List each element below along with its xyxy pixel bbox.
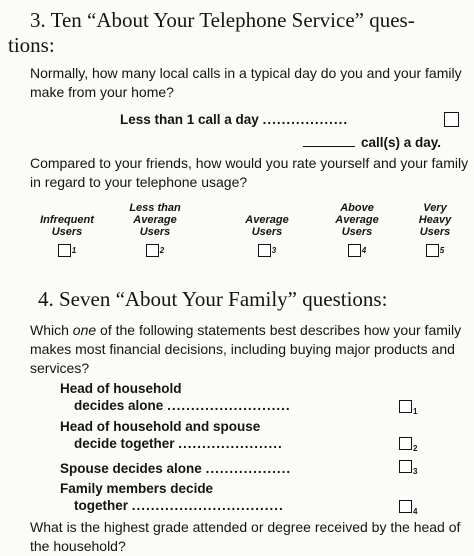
decision-option-4-line2: together: [74, 498, 128, 513]
rating-3-number: 3: [271, 246, 277, 255]
rating-option-1: [30, 196, 104, 257]
decision-option-2-line2: decide together: [74, 436, 175, 451]
rating-5-line3: Users: [419, 226, 451, 238]
checkbox-decision-2[interactable]: [399, 437, 412, 450]
rating-1-number: 1: [71, 246, 77, 255]
leader-dots: ................................: [131, 498, 284, 513]
decision-1-number: 1: [413, 407, 418, 416]
question-highest-grade: What is the highest grade attended or degree received by the head of the household?: [30, 519, 461, 554]
rating-option-5: [400, 196, 470, 257]
rating-option-3: [230, 196, 304, 257]
rating-4-number: 4: [361, 246, 367, 255]
rating-1-line1: Infrequent: [40, 214, 94, 226]
rating-3-line2: Users: [251, 226, 283, 238]
question-financial-pre: Which: [30, 322, 73, 338]
checkbox-decision-4[interactable]: [399, 500, 412, 513]
rating-option-4: [320, 196, 394, 257]
decision-option-3: [60, 460, 291, 477]
decision-option-4: [60, 480, 284, 514]
rating-1-line2: Users: [51, 226, 83, 238]
section-3-heading-line2: tions:: [8, 33, 55, 57]
rating-option-2: [118, 196, 192, 257]
rating-2-line3: Users: [139, 226, 171, 238]
section-3-heading: [8, 8, 415, 58]
calls-per-day-blank[interactable]: [303, 146, 355, 147]
option-calls-a-day: [303, 135, 441, 150]
leader-dots: ..................: [205, 461, 292, 476]
decision-2-number: 2: [413, 444, 418, 453]
rating-2-number: 2: [159, 246, 165, 255]
question-financial-post: of the following statements best describes how your family makes most financial decisions, including buying major products and services?: [30, 322, 462, 376]
decision-option-4-line1: Family members decide: [60, 481, 214, 496]
rating-4-line3: Users: [341, 226, 373, 238]
decision-3-number: 3: [413, 467, 418, 476]
option-less-than-one-call-label: Less than 1 call a day: [120, 112, 259, 127]
decision-option-2-line1: Head of household and spouse: [60, 419, 261, 434]
rating-3-line1: Average: [245, 214, 289, 226]
option-calls-a-day-label: call(s) a day.: [361, 135, 442, 150]
rating-2-line1: Less than: [129, 202, 181, 214]
checkbox-decision-3[interactable]: [399, 460, 412, 473]
question-financial-emphasis: one: [72, 322, 97, 338]
checkbox-rating-5[interactable]: [426, 244, 439, 257]
rating-4-line1: Above: [340, 202, 374, 214]
rating-5-number: 5: [439, 246, 445, 255]
leader-dots: ..........................: [167, 398, 291, 413]
checkbox-decision-1[interactable]: [399, 400, 412, 413]
checkbox-rating-3[interactable]: [258, 244, 271, 257]
checkbox-rating-4[interactable]: [348, 244, 361, 257]
decision-option-2: [60, 418, 283, 452]
question-local-calls: Normally, how many local calls in a typical day do you and your family make from your home?: [30, 65, 462, 100]
checkbox-rating-1[interactable]: [58, 244, 71, 257]
decision-option-4-box-group: [399, 498, 417, 516]
checkbox-rating-2[interactable]: [146, 244, 159, 257]
decision-option-3-box-group: [399, 458, 417, 476]
rating-2-line2: Average: [133, 214, 177, 226]
decision-option-2-box-group: [399, 435, 417, 453]
rating-5-line2: Heavy: [418, 214, 452, 226]
section-4-heading: 4. Seven “About Your Family” questions:: [38, 287, 388, 311]
section-3-heading-line1: 3. Ten “About Your Telephone Service” ques-: [30, 8, 415, 32]
leader-dots: ......................: [178, 436, 283, 451]
leader-dots: ..................: [262, 112, 349, 127]
decision-option-1: [60, 380, 291, 414]
decision-option-3-line2: Spouse decides alone: [60, 461, 202, 476]
checkbox-less-than-one-call[interactable]: [444, 112, 459, 127]
rating-5-line1: Very: [423, 202, 447, 214]
decision-option-1-box-group: [399, 398, 417, 416]
question-usage-rating: Compared to your friends, how would you rate yourself and your family in regard to your telephone usage?: [30, 155, 469, 190]
option-less-than-one-call: [120, 112, 348, 127]
question-financial-decisions: [30, 321, 470, 378]
decision-option-1-line1: Head of household: [60, 381, 182, 396]
decision-4-number: 4: [413, 507, 418, 516]
rating-4-line2: Average: [335, 214, 379, 226]
decision-option-1-line2: decides alone: [74, 398, 164, 413]
